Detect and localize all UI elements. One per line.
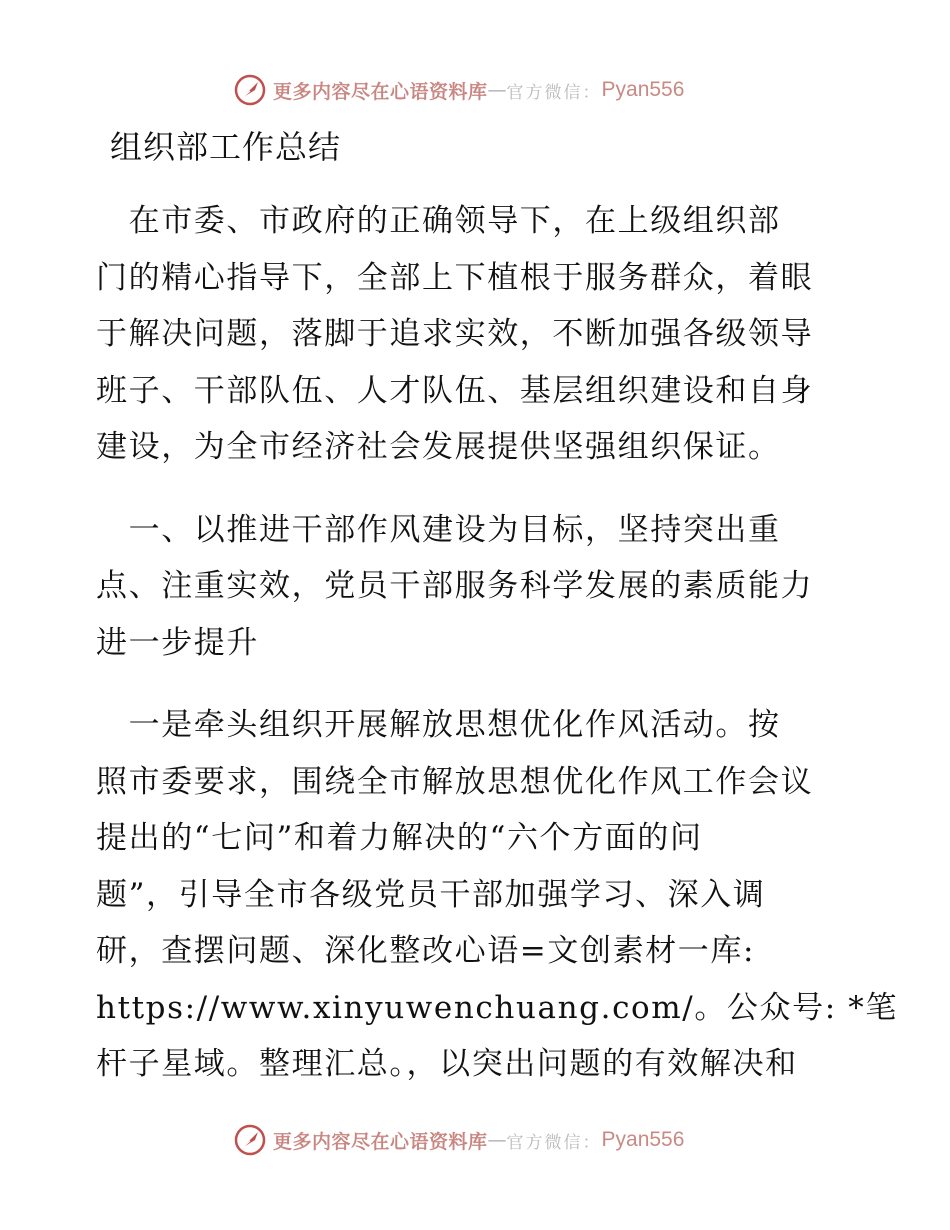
text-line: 点、注重实效，党员干部服务科学发展的素质能力: [96, 568, 814, 604]
text-line: 一是牵头组织开展解放思想优化作风活动。按: [96, 707, 781, 743]
text-line: 提出的“七问”和着力解决的“六个方面的问: [96, 820, 703, 856]
watermark-wechat-label: 官方微信：: [506, 82, 602, 103]
text-line: 杆子星域。整理汇总。，以突出问题的有效解决和: [96, 1046, 798, 1082]
text-line: 进一步提升: [96, 624, 259, 661]
watermark-separator: —: [487, 1129, 507, 1151]
text-line: 题”，引导全市各级党员干部加强学习、深入调: [96, 876, 766, 913]
text-line: 于解决问题，落脚于追求实效，不断加强各级领导: [96, 316, 814, 352]
watermark-wechat-label: 官方微信：: [506, 1132, 602, 1153]
footer-watermark-banner: [233, 1120, 684, 1160]
quill-logo-icon: [233, 1123, 267, 1157]
text-line: 班子、干部队伍、人才队伍、基层组织建设和自身: [96, 372, 814, 409]
document-title: 组织部工作总结: [110, 128, 342, 166]
watermark-separator: —: [487, 79, 507, 101]
text-line: https://www.xinyuwenchuang.com/。公众号: *笔: [96, 989, 898, 1026]
paragraph-intro: [96, 193, 856, 476]
paragraph-body: [96, 697, 898, 1093]
quill-logo-icon: [233, 73, 267, 107]
text-line: 在市委、市政府的正确领导下，在上级组织部: [96, 203, 781, 239]
watermark-brand-text: 更多内容尽在心语资料库: [273, 80, 488, 103]
text-line: 一、以推进干部作风建设为目标，坚持突出重: [96, 511, 781, 548]
watermark-wechat-id: Pyan556: [601, 78, 685, 101]
text-line: 研，查摆问题、深化整改心语=文创素材一库:: [96, 933, 756, 969]
paragraph-section-heading: [96, 502, 856, 672]
header-watermark-banner: [233, 70, 684, 110]
text-line: 照市委要求，围绕全市解放思想优化作风工作会议: [96, 763, 814, 800]
watermark-brand-text: 更多内容尽在心语资料库: [273, 1130, 488, 1153]
text-line: 建设，为全市经济社会发展提供坚强组织保证。: [96, 429, 781, 465]
watermark-wechat-id: Pyan556: [601, 1128, 685, 1151]
text-line: 门的精心指导下，全部上下植根于服务群众，着眼: [96, 259, 814, 296]
document-body: [96, 193, 898, 1093]
